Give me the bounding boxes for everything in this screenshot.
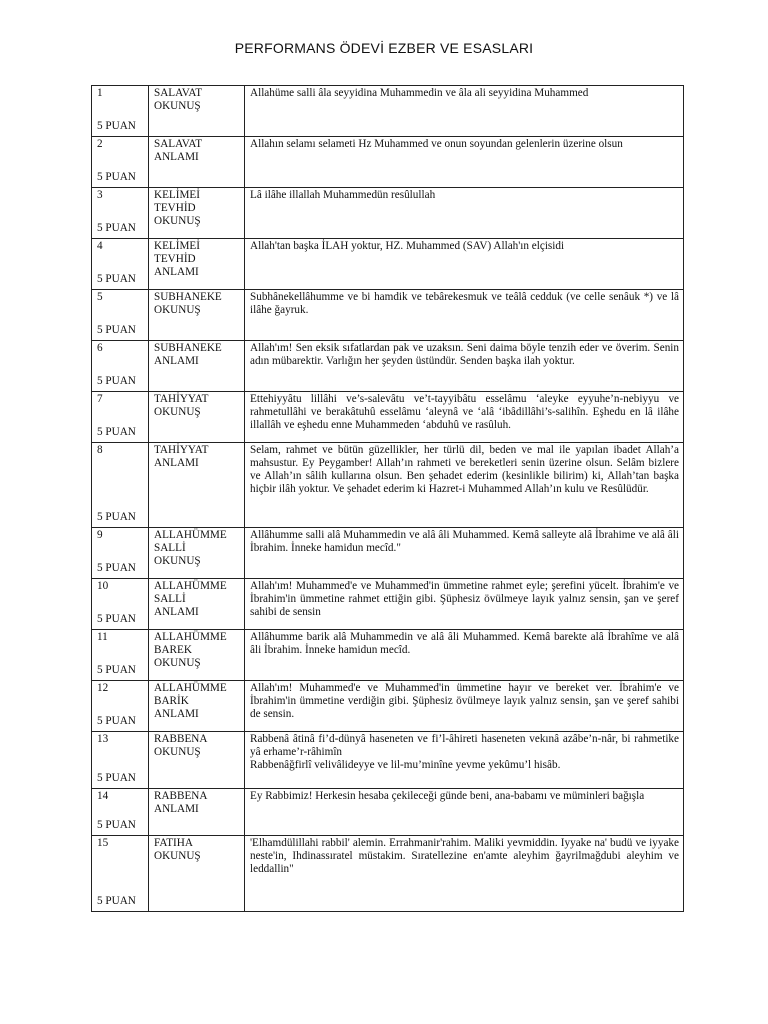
topic-cell [149, 188, 245, 239]
item-number-cell [92, 239, 149, 290]
item-number: 6 [97, 342, 103, 354]
item-points: 5 PUAN [97, 895, 136, 907]
recitation-text-cell [245, 579, 684, 630]
recitation-text: Allah'ım! Muhammed'e ve Muhammed'in ümmetine hayır ve bereket ver. İbrahim'e ve İbrahim'in ümmetine verdiğin gibi. Şüphesiz övülmeye layık yalnız sensin, şan ve şeref sahibi de sensin. [250, 682, 679, 720]
recitation-text: Selam, rahmet ve bütün güzellikler, her türlü dil, beden ve mal ile yapılan ibadet Allah’a mahsustur. Ey Peygamber! Allah’ın rahmeti ve bereketleri senin üzerine olsun. Selâm bizlere ve Allah’ın sâlih kullarına olsun. Ben şehadet ederim (kesinlikle bilirim) ki, Allah’tan başka hiçbir ilâh yoktur. Ve şehadet ederim ki Hazret-i Muhammed Allah’ın kulu ve Resûlüdür. [250, 444, 679, 495]
item-number: 12 [97, 682, 109, 694]
table-row [92, 789, 684, 836]
item-points: 5 PUAN [97, 120, 136, 132]
recitation-text-cell [245, 732, 684, 789]
topic-label: FATIHA [154, 837, 193, 849]
topic-cell [149, 630, 245, 681]
topic-label: OKUNUŞ [154, 100, 201, 112]
recitation-text-cell [245, 789, 684, 836]
item-number-cell [92, 86, 149, 137]
recitation-text-cell [245, 137, 684, 188]
topic-cell [149, 789, 245, 836]
topic-label: OKUNUŞ [154, 746, 201, 758]
topic-cell [149, 732, 245, 789]
topic-label: OKUNUŞ [154, 304, 201, 316]
topic-label: ANLAMI [154, 266, 199, 278]
item-points: 5 PUAN [97, 426, 136, 438]
recitation-text: 'Elhamdülillahi rabbil' alemin. Errahmanir'rahim. Maliki yevmiddin. Iyyake na' budü ve iyyake neste'in, Ihdinassıratel müstakim. Sıratellezine en'amte aleyhim ğayrilmağdubi aleyhim ve leddallin" [250, 837, 679, 875]
item-points: 5 PUAN [97, 664, 136, 676]
topic-label: RABBENA [154, 790, 208, 802]
topic-label: SALLİ [154, 593, 186, 605]
item-points: 5 PUAN [97, 511, 136, 523]
item-number-cell [92, 789, 149, 836]
topic-label: SALLİ [154, 542, 186, 554]
table-row [92, 443, 684, 528]
topic-label: ALLAHÜMME [154, 580, 227, 592]
topic-cell [149, 290, 245, 341]
recitation-text-cell [245, 681, 684, 732]
recitation-text: Allâhumme salli alâ Muhammedin ve alâ âli Muhammed. Kemâ salleyte alâ İbrahime ve alâ âli İbrahim. İnneke hamidun mecîd." [250, 529, 679, 554]
topic-label: SALAVAT [154, 138, 203, 150]
recitation-text: Allâhumme barik alâ Muhammedin ve alâ âli Muhammed. Kemâ barekte alâ İbrahîme ve alâ âli İbrahim. İnneke hamidun mecîd. [250, 631, 679, 656]
item-number: 2 [97, 138, 103, 150]
table-body [92, 86, 684, 912]
table-row [92, 86, 684, 137]
item-points: 5 PUAN [97, 715, 136, 727]
topic-label: SUBHANEKE [154, 291, 222, 303]
topic-label: ALLAHÜMME [154, 631, 227, 643]
item-number: 7 [97, 393, 103, 405]
recitation-text: Allah'ım! Muhammed'e ve Muhammed'in ümmetine rahmet eyle; şerefini yücelt. İbrahim'e ve İbrahim'in ümmetine rahmet ettiğin gibi. Şüphesiz övülmeye layık yalnız sensin, şan ve şeref sahibi de sensin [250, 580, 679, 618]
item-number-cell [92, 528, 149, 579]
topic-label: RABBENA [154, 733, 208, 745]
topic-cell [149, 579, 245, 630]
document-title: PERFORMANS ÖDEVİ EZBER VE ESASLARI [234, 40, 534, 56]
item-number: 5 [97, 291, 103, 303]
topic-label: ANLAMI [154, 457, 199, 469]
topic-label: KELİMEİ [154, 189, 200, 201]
item-points: 5 PUAN [97, 273, 136, 285]
table-row [92, 732, 684, 789]
table-row [92, 188, 684, 239]
topic-label: ANLAMI [154, 708, 199, 720]
item-number-cell [92, 341, 149, 392]
item-number-cell [92, 681, 149, 732]
item-number: 8 [97, 444, 103, 456]
topic-cell [149, 836, 245, 912]
topic-label: OKUNUŞ [154, 555, 201, 567]
recitation-text-cell [245, 392, 684, 443]
topic-label: OKUNUŞ [154, 657, 201, 669]
topic-label: ANLAMI [154, 355, 199, 367]
topic-label: TEVHİD [154, 253, 196, 265]
item-number: 4 [97, 240, 103, 252]
item-number: 1 [97, 87, 103, 99]
topic-label: TAHİYYAT [154, 444, 209, 456]
topic-label: BAREK [154, 644, 192, 656]
recitation-text-cell [245, 290, 684, 341]
topic-cell [149, 681, 245, 732]
topic-cell [149, 239, 245, 290]
topic-cell [149, 341, 245, 392]
recitation-text: Allahın selamı selameti Hz Muhammed ve onun soyundan gelenlerin üzerine olsun [250, 138, 623, 150]
topic-cell [149, 392, 245, 443]
item-number: 14 [97, 790, 109, 802]
recitation-text: Ettehiyyâtu lillâhi ve’s-salevâtu ve’t-tayyibâtu esselâmu ‘aleyke eyyuhe’n-nebiyyu ve rahmetullâhi ve berakâtuhû esselâmu ‘aleynâ ve ‘alâ ‘ibâdillâhi’s-salihîn. Eşhedu en lâ ilâhe illallâh ve eşhedu enne Muhammeden ‘abduhû ve rasûluh. [250, 393, 679, 431]
topic-label: ANLAMI [154, 151, 199, 163]
recitation-text: Rabbenâ âtinâ fi’d-dünyâ haseneten ve fi’l-âhireti haseneten vekınâ azâbe’n-nâr, bi rahmetike yâ erhame’r-râhimîn [250, 733, 679, 758]
topic-cell [149, 86, 245, 137]
item-points: 5 PUAN [97, 562, 136, 574]
topic-label: OKUNUŞ [154, 215, 201, 227]
recitation-text: Ey Rabbimiz! Herkesin hesaba çekileceği günde beni, ana-babamı ve müminleri bağışla [250, 790, 645, 802]
item-points: 5 PUAN [97, 171, 136, 183]
item-points: 5 PUAN [97, 222, 136, 234]
table-row [92, 137, 684, 188]
recitation-text-cell [245, 630, 684, 681]
item-points: 5 PUAN [97, 613, 136, 625]
recitation-text-cell [245, 86, 684, 137]
table-row [92, 341, 684, 392]
recitation-text-cell [245, 188, 684, 239]
table-row [92, 681, 684, 732]
topic-label: TEVHİD [154, 202, 196, 214]
recitation-text: Allah'ım! Sen eksik sıfatlardan pak ve uzaksın. Seni daima böyle tenzih eder ve överim. Senin adın mübarektir. Varlığın her şeyden üstündür. Senden başka ilah yoktur. [250, 342, 679, 367]
item-number-cell [92, 137, 149, 188]
recitation-text: Subhânekellâhumme ve bi hamdik ve tebârekesmuk ve teâlâ cedduk (ve celle senâuk *) ve lâ ilâhe ğayruk. [250, 291, 679, 316]
topic-label: SUBHANEKE [154, 342, 222, 354]
recitation-text-cell [245, 443, 684, 528]
table-row [92, 630, 684, 681]
item-number: 3 [97, 189, 103, 201]
recitation-text: Allahüme salli âla seyyidina Muhammedin ve âla ali seyyidina Muhammed [250, 87, 589, 99]
item-number: 10 [97, 580, 109, 592]
table-row [92, 579, 684, 630]
item-number-cell [92, 579, 149, 630]
topic-cell [149, 443, 245, 528]
table-row [92, 392, 684, 443]
recitation-text: Allah'tan başka İLAH yoktur, HZ. Muhammed (SAV) Allah'ın elçisidi [250, 240, 565, 252]
item-number: 15 [97, 837, 109, 849]
item-number-cell [92, 188, 149, 239]
topic-label: ALLAHÜMME [154, 682, 227, 694]
item-points: 5 PUAN [97, 819, 136, 831]
recitation-text-cell [245, 341, 684, 392]
topic-label: ANLAMI [154, 803, 199, 815]
topic-cell [149, 137, 245, 188]
item-number-cell [92, 630, 149, 681]
item-number-cell [92, 836, 149, 912]
recitation-text-cell [245, 528, 684, 579]
item-number: 13 [97, 733, 109, 745]
topic-label: OKUNUŞ [154, 406, 201, 418]
item-number-cell [92, 290, 149, 341]
topic-label: BARİK [154, 695, 189, 707]
table-row [92, 290, 684, 341]
topic-label: ANLAMI [154, 606, 199, 618]
recitation-text-cell [245, 239, 684, 290]
item-points: 5 PUAN [97, 772, 136, 784]
topic-label: TAHİYYAT [154, 393, 209, 405]
recitation-text: Lâ ilâhe illallah Muhammedün resûlullah [250, 189, 436, 201]
topic-cell [149, 528, 245, 579]
topic-label: OKUNUŞ [154, 850, 201, 862]
table-row [92, 528, 684, 579]
item-points: 5 PUAN [97, 324, 136, 336]
recitation-text-cell [245, 836, 684, 912]
item-number: 9 [97, 529, 103, 541]
topic-label: SALAVAT [154, 87, 203, 99]
assignment-table [91, 85, 684, 912]
recitation-text: Rabbenâğfirlî velivâlideyye ve lil-mu’minîne yevme yekûmu’l hisâb. [250, 759, 561, 771]
topic-label: KELİMEİ [154, 240, 200, 252]
item-number: 11 [97, 631, 108, 643]
table-row [92, 836, 684, 912]
topic-label: ALLAHÜMME [154, 529, 227, 541]
item-points: 5 PUAN [97, 375, 136, 387]
table-row [92, 239, 684, 290]
item-number-cell [92, 443, 149, 528]
item-number-cell [92, 732, 149, 789]
item-number-cell [92, 392, 149, 443]
